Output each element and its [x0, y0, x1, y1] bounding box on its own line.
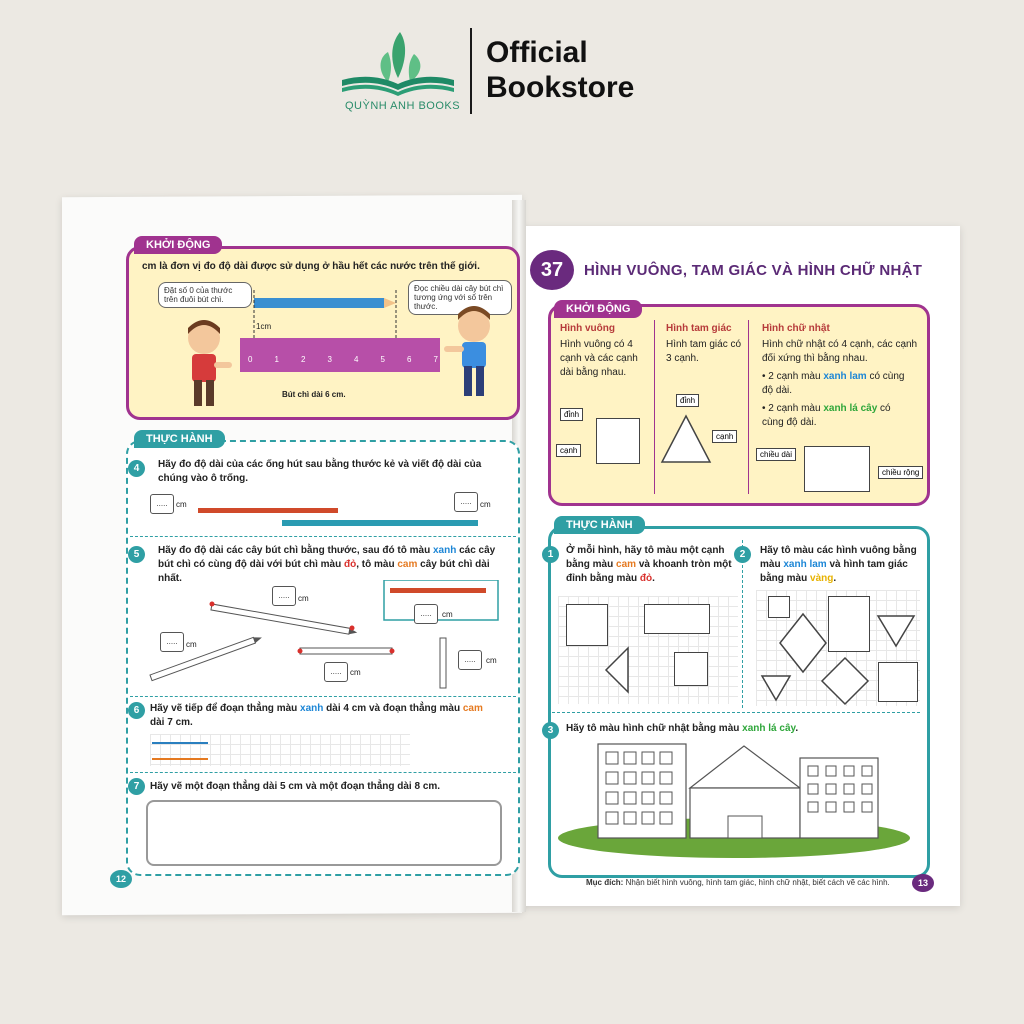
section-divider — [742, 540, 744, 708]
triangle-title: Hình tam giác — [666, 323, 732, 334]
exercise-5-number: 5 — [128, 546, 145, 563]
vertex-label: đỉnh — [676, 394, 699, 407]
section-divider — [552, 712, 920, 713]
square-shape[interactable] — [566, 604, 608, 646]
triangle-text: Hình tam giác có 3 cạnh. — [666, 339, 742, 364]
ruler-number: 3 — [327, 355, 332, 364]
ruler-number: 4 — [354, 355, 359, 364]
blue-segment — [152, 742, 208, 744]
answer-box[interactable]: ..... — [272, 586, 296, 606]
logo-text: QUỲNH ANH BOOKS — [345, 100, 461, 112]
unit-cm: cm — [350, 668, 361, 677]
unit-cm: cm — [186, 640, 197, 649]
exercise-7-number: 7 — [128, 778, 145, 795]
lesson-title: HÌNH VUÔNG, TAM GIÁC VÀ HÌNH CHỮ NHẬT — [584, 262, 923, 279]
warmup-tag-left: KHỞI ĐỘNG — [134, 236, 222, 254]
ruler-number: 1 — [274, 355, 279, 364]
rectangle-shape[interactable] — [644, 604, 710, 634]
exercise-3-text: Hãy tô màu hình chữ nhật bằng màu xanh lá cây. — [566, 723, 799, 734]
teal-straw — [282, 520, 478, 526]
answer-box[interactable]: ..... — [150, 494, 174, 514]
width-label: chiều rộng — [878, 466, 923, 479]
exercise-4-text: Hãy đo độ dài của các ống hút sau bằng thước kẻ và viết độ dài của chúng vào ô trống. — [158, 459, 482, 484]
ruler-number: 2 — [301, 355, 306, 364]
answer-box[interactable]: ..... — [414, 604, 438, 624]
pencil-caption: Bút chì dài 6 cm. — [282, 390, 346, 399]
ruler-number: 6 — [407, 355, 412, 364]
practice-tag-right: THỰC HÀNH — [554, 516, 645, 534]
buildings-figure[interactable] — [554, 740, 914, 862]
exercise-5-text: Hãy đo độ dài các cây bút chì bằng thước, sau đó tô màu xanh các cây bút chì có cùng độ dài với bút chì màu đỏ, tô màu cam cây bút chì dài nhất. — [158, 545, 496, 584]
answer-box[interactable]: ..... — [454, 492, 478, 512]
exercise-3-number: 3 — [542, 722, 559, 739]
exercise-1-number: 1 — [542, 546, 559, 563]
boy-right-icon — [444, 304, 506, 404]
exercise-2-number: 2 — [734, 546, 751, 563]
orange-segment — [152, 758, 208, 760]
blue-pencil — [254, 298, 384, 308]
ruler-numbers — [248, 355, 438, 364]
square-shape[interactable] — [878, 662, 918, 702]
lesson-footer: Mục đích: Nhận biết hình vuông, hình tam giác, hình chữ nhật, biết cách vẽ các hình. — [586, 878, 890, 887]
column-divider — [748, 320, 749, 494]
ruler-number: 7 — [433, 355, 438, 364]
answer-box[interactable]: ..... — [458, 650, 482, 670]
store-header — [0, 0, 1024, 130]
ruler-pencil-figure — [236, 290, 446, 390]
square-text: Hình vuông có 4 cạnh và các cạnh dài bằng nhau. — [560, 339, 638, 378]
section-divider — [130, 696, 516, 697]
unit-cm: cm — [298, 594, 309, 603]
exercise-1-text: Ở mỗi hình, hãy tô màu một cạnh bằng màu cam và khoanh tròn một đỉnh bằng màu đỏ. — [566, 545, 732, 584]
triangle-shape[interactable] — [876, 614, 916, 648]
rectangle-shape[interactable] — [828, 596, 870, 652]
square-title: Hình vuông — [560, 323, 615, 334]
exercise-7-text: Hãy vẽ một đoạn thẳng dài 5 cm và một đoạn thẳng dài 8 cm. — [150, 781, 441, 792]
exercise-4-number: 4 — [128, 460, 145, 477]
page-number-left: 12 — [110, 870, 132, 888]
unit-cm: cm — [442, 610, 453, 619]
grid-area[interactable] — [150, 734, 410, 766]
warmup-text-left: cm là đơn vị đo độ dài được sử dụng ở hầu hết các nước trên thế giới. — [142, 261, 480, 272]
orange-straw — [198, 508, 338, 513]
lesson-number-badge: 37 — [530, 250, 574, 290]
speech-bubble-right: Đọc chiều dài cây bút chì tương ứng với số trên thước. — [408, 280, 512, 315]
square-shape — [596, 418, 640, 464]
diamond-shape[interactable] — [820, 656, 870, 706]
vertex-label: đỉnh — [560, 408, 583, 421]
edge-label: cạnh — [556, 444, 581, 457]
length-label: chiều dài — [756, 448, 796, 461]
unit-cm: cm — [176, 500, 187, 509]
boy-left-icon — [174, 316, 232, 412]
header-divider — [470, 28, 472, 114]
answer-box[interactable]: ..... — [324, 662, 348, 682]
practice-tag-left: THỰC HÀNH — [134, 430, 225, 448]
page-number-right: 13 — [912, 874, 934, 892]
speech-bubble-left: Đặt số 0 của thước trên đuôi bút chì. — [158, 282, 252, 308]
unit-cm: cm — [486, 656, 497, 665]
answer-box[interactable]: ..... — [160, 632, 184, 652]
square-shape[interactable] — [674, 652, 708, 686]
exercise-2-text: Hãy tô màu các hình vuông bằng màu xanh lam và hình tam giác bằng màu vàng. — [760, 545, 917, 584]
section-divider — [130, 772, 516, 773]
triangle-shape[interactable] — [760, 674, 792, 702]
column-divider — [654, 320, 655, 494]
edge-label: cạnh — [712, 430, 737, 443]
rectangle-shape — [804, 446, 870, 492]
rectangle-bullet-2: • 2 cạnh màu xanh lá cây có cùng độ dài. — [762, 403, 891, 428]
rectangle-title: Hình chữ nhật — [762, 323, 830, 334]
ruler-number: 5 — [380, 355, 385, 364]
brand-official: Official — [486, 36, 588, 69]
exercise-6-number: 6 — [128, 702, 145, 719]
ruler-number: 0 — [248, 355, 253, 364]
unit-label: 1cm — [256, 322, 272, 331]
exercise-6-text: Hãy vẽ tiếp để đoạn thẳng màu xanh dài 4 cm và đoạn thẳng màu cam dài 7 cm. — [150, 703, 483, 728]
section-divider — [130, 536, 516, 537]
brand-bookstore: Bookstore — [486, 71, 635, 104]
rectangle-bullet-1: • 2 cạnh màu xanh lam có cùng độ dài. — [762, 371, 905, 396]
unit-cm: cm — [480, 500, 491, 509]
drawing-area[interactable] — [146, 800, 502, 866]
triangle-shape[interactable] — [604, 646, 632, 694]
book-leaf-logo-icon — [338, 22, 458, 100]
triangle-shape — [660, 414, 714, 466]
warmup-tag-right: KHỞI ĐỘNG — [554, 300, 642, 318]
rectangle-text: Hình chữ nhật có 4 cạnh, các cạnh đối xứng thì bằng nhau. — [762, 339, 918, 364]
